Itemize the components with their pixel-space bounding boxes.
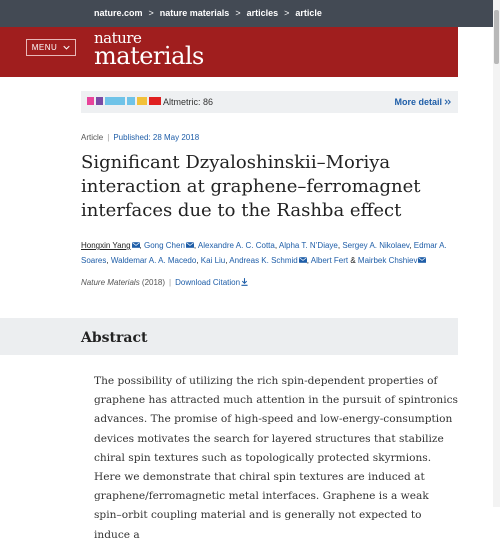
menu-label: MENU	[31, 43, 58, 52]
author-separator: ,	[409, 241, 414, 250]
author-link[interactable]: Alexandre A. C. Cotta	[197, 241, 275, 250]
author-separator: ,	[196, 256, 201, 265]
top-navigation-bar	[0, 0, 500, 27]
article-meta	[81, 133, 199, 142]
author-link[interactable]: Sergey A. Nikolaev	[342, 241, 410, 250]
altmetric-badge-segment	[127, 97, 135, 105]
author-link[interactable]: Hongxin Yang	[81, 241, 131, 250]
altmetric-badge-segment	[96, 97, 103, 105]
logo-nature: nature	[94, 29, 142, 47]
more-detail-link[interactable]	[394, 97, 452, 107]
mail-icon[interactable]	[299, 257, 307, 263]
breadcrumb-separator: >	[284, 8, 290, 18]
author-link[interactable]: Gong Chen	[143, 241, 185, 250]
more-detail-label: More detail	[394, 97, 442, 107]
download-citation-link[interactable]	[175, 278, 248, 287]
altmetric-bar	[81, 91, 458, 113]
author-separator: ,	[274, 241, 279, 250]
author-link[interactable]: Edmar A. Soares	[81, 241, 447, 265]
author-link[interactable]: Kai Liu	[200, 256, 226, 265]
abstract-heading: Abstract	[81, 330, 148, 346]
breadcrumb-article: article	[295, 8, 322, 18]
author-separator: &	[348, 256, 358, 265]
chevron-down-icon	[63, 45, 70, 50]
page-scrollbar[interactable]	[493, 0, 500, 507]
publication-year: (2018)	[141, 278, 166, 287]
download-icon	[241, 278, 248, 286]
breadcrumb-nature-com[interactable]: nature.com	[94, 8, 143, 18]
mail-icon[interactable]	[132, 242, 140, 248]
citation-line	[81, 278, 248, 287]
author-link[interactable]: Mairbek Chshiev	[357, 256, 418, 265]
article-title: Significant Dzyaloshinskii–Moriya interaction at graphene–ferromagnet interfaces due to the Rashba effect	[81, 152, 421, 221]
citation-divider: |	[169, 278, 172, 287]
altmetric-badge-segment	[149, 97, 161, 105]
meta-divider: |	[107, 133, 110, 142]
breadcrumb	[94, 8, 322, 18]
author-separator: ,	[139, 241, 144, 250]
breadcrumb-separator: >	[235, 8, 241, 18]
altmetric-badge-segment	[87, 97, 94, 105]
author-link[interactable]: Alpha T. N’Diaye	[278, 241, 338, 250]
altmetric-badge[interactable]	[87, 97, 163, 105]
author-link[interactable]: Waldemar A. A. Macedo	[110, 256, 197, 265]
mail-icon[interactable]	[186, 242, 194, 248]
breadcrumb-separator: >	[148, 8, 154, 18]
author-list	[81, 238, 461, 268]
author-separator: ,	[106, 256, 111, 265]
mail-icon[interactable]	[418, 257, 426, 263]
altmetric-badge-segment	[137, 97, 147, 105]
article-type: Article	[81, 133, 104, 142]
menu-button[interactable]	[26, 39, 76, 56]
author-separator: ,	[306, 256, 311, 265]
abstract-heading-bar	[0, 318, 458, 355]
altmetric-badge-segment	[105, 97, 125, 105]
author-link[interactable]: Andreas K. Schmid	[229, 256, 298, 265]
journal-logo[interactable]	[94, 31, 204, 68]
journal-header	[0, 27, 458, 77]
journal-name: Nature Materials	[81, 278, 140, 287]
double-chevron-right-icon	[444, 99, 452, 105]
logo-materials: materials	[94, 42, 204, 70]
author-separator: ,	[193, 241, 198, 250]
author-separator: ,	[225, 256, 230, 265]
scrollbar-thumb[interactable]	[494, 10, 499, 64]
breadcrumb-nature-materials[interactable]: nature materials	[159, 8, 230, 18]
breadcrumb-articles[interactable]: articles	[246, 8, 279, 18]
author-link[interactable]: Albert Fert	[310, 256, 349, 265]
publish-date: Published: 28 May 2018	[113, 133, 200, 142]
download-citation-label: Download Citation	[175, 278, 241, 287]
author-separator: ,	[337, 241, 343, 250]
abstract-text: The possibility of utilizing the rich spin-dependent properties of graphene has attracted much attention in the pursuit of spintronics advances. The promise of high-speed and low-energy-consumption devices motivates the search for layered structures that stabilize chiral spin textures such as topologically protected skyrmions. Here we demonstrate that chiral spin textures are induced at graphene/ferromagnetic metal interfaces. Graphene is a weak spin–orbit coupling material and is generally not expected to induce a	[94, 375, 458, 541]
altmetric-score: Altmetric: 86	[163, 97, 214, 107]
